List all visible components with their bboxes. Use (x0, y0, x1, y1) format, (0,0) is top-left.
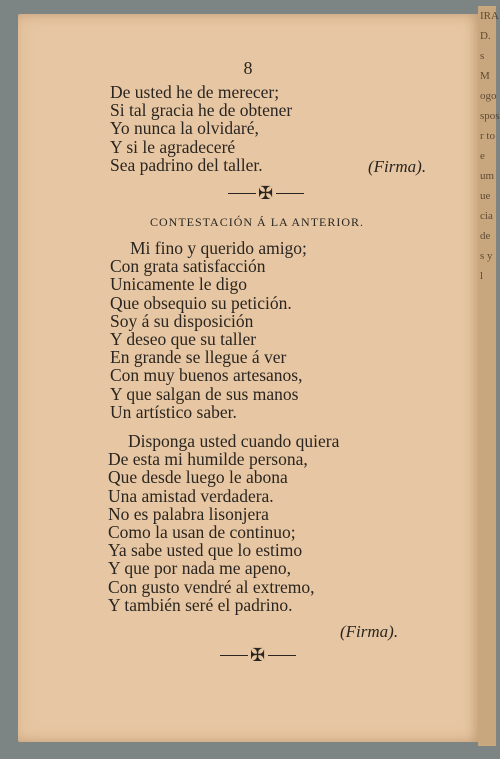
signature-1: (Firma). (368, 157, 427, 176)
stanza-3 (108, 432, 339, 614)
section-heading: CONTESTACIÓN Á LA ANTERIOR. (150, 215, 365, 229)
verse-line: Un artístico saber. (110, 401, 237, 422)
adjacent-page-edge (478, 6, 500, 746)
adjacent-page-fragment: r to (480, 130, 495, 142)
verse-line: Como la usan de continuo; (108, 522, 296, 543)
verse-line: Sea padrino del taller. (110, 154, 263, 175)
cross-ornament-icon: ✠ (258, 183, 275, 204)
adjacent-page-fragment: spos (480, 110, 500, 122)
verse-line: Disponga usted cuando quiera (128, 431, 340, 451)
verse-line: De esta mi humilde persona, (108, 449, 308, 470)
verse-line: Que desde luego le abona (108, 467, 288, 488)
verse-line: En grande se llegue á ver (110, 347, 287, 368)
verse-line: Mi fino y querido amigo; (130, 238, 307, 258)
verse-line: Y que por nada me apeno, (108, 558, 292, 579)
adjacent-page-fragment: s y (480, 250, 493, 262)
adjacent-page-fragment: e (480, 150, 485, 162)
verse-line: Soy á su disposición (110, 310, 254, 331)
verse-line: Ya sabe usted que lo estimo (108, 540, 303, 561)
verse-line: Y si le agradeceré (110, 136, 236, 157)
adjacent-page-fragment: D. (480, 30, 491, 42)
verse-line: Unicamente le digo (110, 274, 248, 295)
verse-line: Con muy buenos artesanos, (110, 365, 303, 386)
verse-line: Y también seré el padrino. (108, 594, 293, 615)
stanza-1 (110, 83, 292, 174)
signature-2: (Firma). (340, 622, 399, 641)
adjacent-page-fragment: l (480, 270, 484, 282)
adjacent-page-fragment: IRA (480, 10, 499, 22)
verse-line: De usted he de merecer; (110, 82, 280, 102)
adjacent-page-fragment: um (480, 170, 495, 182)
verse-line: Una amistad verdadera. (108, 485, 274, 506)
stanza-2 (110, 239, 307, 421)
verse-line: Si tal gracia he de obtener (110, 100, 293, 121)
verse-line: Y deseo que su taller (110, 329, 257, 350)
adjacent-page-fragment: de (480, 230, 491, 242)
adjacent-page-fragment: cia (480, 210, 493, 222)
verse-line: Que obsequio su petición. (110, 292, 292, 313)
verse-line: Y que salgan de sus manos (110, 383, 299, 404)
verse-line: No es palabra lisonjera (108, 503, 269, 524)
ornament-divider-2 (220, 645, 296, 666)
adjacent-page-fragment: M (480, 70, 490, 82)
verse-line: Con grata satisfacción (110, 256, 266, 277)
adjacent-page-fragment: ogo (480, 90, 497, 102)
cross-ornament-icon: ✠ (250, 645, 267, 666)
adjacent-page-fragment: ue (480, 190, 491, 202)
adjacent-page-fragment: s (480, 50, 485, 62)
page-number: 8 (243, 58, 253, 78)
ornament-divider-1 (228, 183, 304, 204)
verse-line: Yo nunca la olvidaré, (110, 118, 259, 139)
verse-line: Con gusto vendré al extremo, (108, 576, 315, 597)
